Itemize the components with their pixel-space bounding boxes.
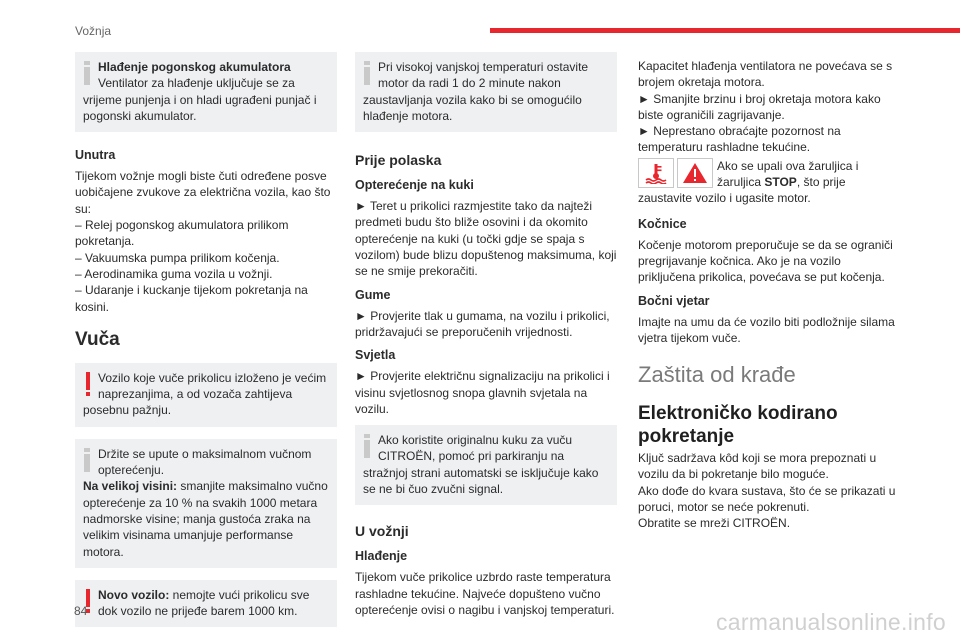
warn-text: , što prije zaustavite vozilo i ugasite motor. [638, 175, 846, 206]
info-box-tow-hook [355, 425, 617, 505]
info-icon [364, 61, 372, 87]
heading-opterecenje: Opterećenje na kuki [355, 178, 474, 193]
info-icon [84, 448, 92, 474]
unutra-intro: Tijekom vožnje mogli biste čuti određene posve uobičajene zvukove za električna vozila, kao što su: [75, 169, 331, 216]
hladenje-text: Tijekom vuče prikolice uzbrdo raste temperatura rashladne tekućine. Najveće dopušteno vučno opterećenje ovisi o nagibu i vanjskoj temperaturi. [355, 570, 615, 617]
box-text: Ako koristite originalnu kuku za vuču CITROËN, pomoć pri parkiranju na stražnjoj strani automatski se isključuje kako se ne bi čuo zvučni signal. [363, 433, 599, 497]
watermark: carmanualsonline.info [715, 609, 946, 635]
kodirano-text: Ključ sadržava kôd koji se mora prepoznati u vozilu da bi pokretanje bilo moguće. [638, 451, 877, 482]
info-box-cooling [75, 52, 337, 132]
kodirano-text: Ako dođe do kvara sustava, što će se prikazati u poruci, motor se neće pokrenuti. [638, 483, 896, 515]
heading-u-voznji: U vožnji [355, 523, 409, 540]
warn-bold: STOP [764, 175, 797, 190]
box-bold: Na velikoj visini: [83, 479, 178, 494]
warning-box-towing [75, 363, 337, 427]
heading-prije-polaska: Prije polaska [355, 152, 442, 169]
kocnice-text: Kočenje motorom preporučuje se da se ograniči pregrijavanje kočnica. Ako je na vozilo priključena prikolica, povećava se put kočenja. [638, 237, 893, 285]
box-title: Hlađenje pogonskog akumulatora [98, 60, 291, 74]
heading-zastita: Zaštita od krađe [638, 362, 796, 388]
box-text: Držite se upute o maksimalnom vučnom opterećenju. [98, 446, 312, 478]
warning-lamps [638, 158, 713, 188]
column-2 [355, 52, 617, 618]
column-1 [75, 52, 337, 627]
list-item: ► Smanjite brzinu i broj okretaja motora kako biste ograničili zagrijavanje. [638, 91, 881, 122]
warning-lamp-note [638, 158, 900, 207]
gume-text: ► Provjerite tlak u gumama, na vozilu i prikolici, pridržavajući se preporučenih vrijednosti. [355, 308, 610, 339]
info-box-max-load [75, 439, 337, 568]
kodirano-text: Obratite se mreži CITROËN. [638, 516, 791, 531]
header-accent-bar [490, 28, 960, 33]
coolant-temperature-icon [638, 158, 674, 188]
box-bold: Novo vozilo: [98, 587, 170, 602]
svjetla-text: ► Provjerite električnu signalizaciju na prikolici i visinu svjetlosnog snopa glavnih svjetala na vozilu. [355, 369, 610, 416]
heading-hladenje: Hlađenje [355, 549, 408, 564]
box-text: smanjite maksimalno vučno opterećenje za 10 % na svakih 1000 metara nadmorske visine; manja gustoća zraka na velikim visinama umanjuje performanse motora. [83, 479, 328, 559]
list-item: – Udaranje i kuckanje tijekom pokretanja na kosini. [75, 283, 308, 314]
column-3 [638, 58, 900, 532]
list-item: – Aerodinamika guma vozila u vožnji. [75, 266, 273, 281]
info-icon [364, 434, 372, 460]
list-item: ► Neprestano obraćajte pozornost na temperaturu rashladne tekućine. [638, 124, 841, 155]
heading-kocnice: Kočnice [638, 216, 687, 231]
heading-bocni-vjetar: Bočni vjetar [638, 293, 710, 308]
vjetar-text: Imajte na umu da će vozilo biti podložnije silama vjetra tijekom vuče. [638, 314, 895, 345]
box-text: nemojte vući prikolicu sve dok vozilo ne prijeđe barem 1000 km. [98, 587, 310, 619]
warning-box-new-vehicle [75, 580, 337, 628]
box-text: Pri visokoj vanjskoj temperaturi ostavite motor da radi 1 do 2 minute nakon zaustavljanja vozila kako bi se omogućilo hlađenje motora. [363, 60, 589, 123]
heading-gume: Gume [355, 287, 391, 302]
kapacitet-text: Kapacitet hlađenja ventilatora ne povećava se s brojem okretaja motora. [638, 59, 893, 90]
warning-triangle-icon [677, 158, 713, 188]
opterecenje-text: ► Teret u prikolici razmjestite tako da najteži predmeti budu što bliže osovini i da okomito opterećenje na kuki (u točki gdje se spaja s vozilom) bude blizu dopuštenog maksimuma, koji se ne smije prekoračiti. [355, 199, 617, 279]
box-text: Vozilo koje vuče prikolicu izloženo je većim naprezanjima, a od vozača zahtijeva posebnu pažnju. [83, 370, 327, 418]
heading-unutra: Unutra [75, 148, 116, 163]
heading-vuca: Vuča [75, 328, 120, 350]
info-icon [84, 61, 92, 87]
warning-icon [84, 372, 92, 398]
heading-svjetla: Svjetla [355, 348, 396, 363]
box-text: Ventilator za hlađenje uključuje se za vrijeme punjenja i on hladi ugrađeni punjač i pogonski akumulator. [83, 76, 317, 123]
list-item: – Vakuumska pumpa prilikom kočenja. [75, 250, 280, 265]
list-item: – Relej pogonskog akumulatora prilikom pokretanja. [75, 218, 289, 249]
page-number: 84 [74, 604, 88, 618]
warn-text: Ako se upali ova žaruljica i žaruljica [717, 158, 859, 190]
info-box-high-temp [355, 52, 617, 132]
heading-kodirano: Elektroničko kodirano pokretanje [638, 403, 838, 448]
header-section-title: Vožnja [75, 24, 112, 38]
